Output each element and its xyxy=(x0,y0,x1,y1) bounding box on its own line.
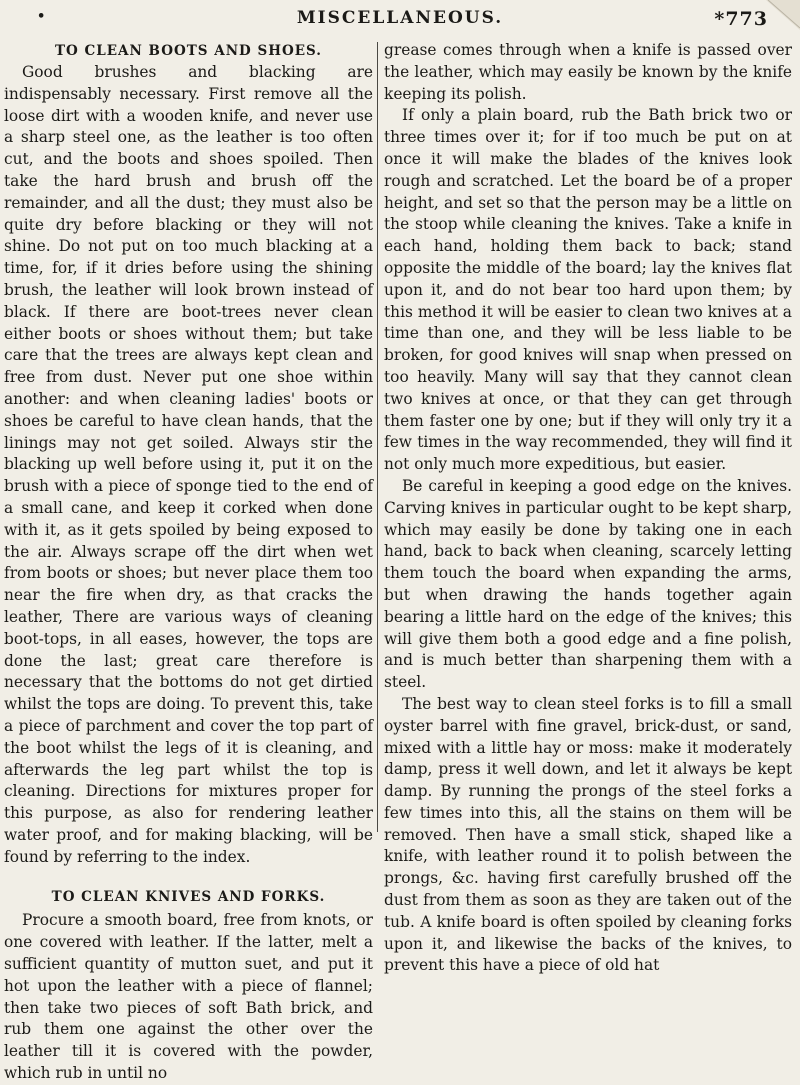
steel-forks-paragraph: The best way to clean steel forks is to fill a small oyster barrel with fine gravel, brick-dust, or sand, mixed with a little hay or moss: make it moderately damp, press it well down, and let it always be kept damp. By running the prongs of the steel forks a few times into this, all the stains on them will be removed. Then have a small stick, shaped like a knife, with leather round it to polish between the prongs, &c. having first carefully brushed off the dust from them as soon as they are taken out of the tub. A knife board is often spoiled by cleaning forks upon it, and likewise the backs of the knives, to prevent this have a piece of old hat xyxy=(384,694,792,975)
ornament-dot: • xyxy=(37,9,46,24)
right-column xyxy=(384,40,792,977)
carving-knives-paragraph: Be careful in keeping a good edge on the knives. Carving knives in particular ought to be kept sharp, which may easily be done by taking one in each hand, back to back when cleaning, scarcely letting them touch the board when expanding the arms, but when drawing the hands together again bearing a little hard on the edge of the knives; this will give them both a good edge and a fine polish, and is much better than sharpening them with a steel. xyxy=(384,476,792,692)
left-column xyxy=(4,40,373,1085)
knives-paragraph: Procure a smooth board, free from knots, or one covered with leather. If the latter, melt a sufficient quantity of mutton suet, and put it hot upon the leather with a piece of flannel; then take two pieces of soft Bath brick, and rub them one against the other over the leather till it is covered with the powder, which rub in until no xyxy=(4,911,373,1083)
page-number: *773 xyxy=(714,8,768,30)
knives-heading: TO CLEAN KNIVES AND FORKS. xyxy=(51,889,326,906)
boots-paragraph: Good brushes and blacking are indispensably necessary. First remove all the loose dirt with a wooden knife, and never use a sharp steel one, as the leather is too often cut, and the boots and shoes spoiled. Then take the hard brush and brush off the remainder, and all the dust; they must also be quite dry before blacking or they will not shine. Do not put on too much blacking at a time, for, if it dries before using the shining brush, the leather will look brown instead of black. If there are boot-trees never clean either boots or shoes without them; but take care that the trees are always kept clean and free from dust. Never put one shoe within another: and when cleaning ladies' boots or shoes be careful to have clean hands, that the linings may not get soiled. Always stir the blacking up well before using it, put it on the brush with a piece of sponge tied to the end of a small cane, and keep it corked when done with it, as it gets spoiled by being exposed to the air. Always scrape off the dirt when wet from boots or shoes; but never place them too near the fire when dry, as that cracks the leather, There are various ways of cleaning boot-tops, in all eases, however, the tops are done the last; great care therefore is necessary that the bottoms do not get dirtied whilst the tops are doing. To prevent this, take a piece of parchment and cover the top part of the boot whilst the legs of it is cleaning, and afterwards the leg part whilst the top is cleaning. Directions for mixtures proper for this purpose, as also for rendering leather water proof, and for making blacking, will be found by referring to the index. xyxy=(4,63,373,866)
boots-heading: TO CLEAN BOOTS AND SHOES. xyxy=(55,43,322,59)
folded-page-corner-icon xyxy=(766,0,800,36)
column-divider xyxy=(377,42,378,832)
running-head xyxy=(0,0,800,36)
plain-board-paragraph: If only a plain board, rub the Bath brick two or three times over it; for if too much be put on at once it will make the blades of the knives look rough and scratched. Let the board be of a proper height, and set so that the person may be a little on the stoop while cleaning the knives. Take a knife in each hand, holding them back to back; stand opposite the middle of the board; lay the knives flat upon it, and do not bear too hard upon them; by this method it will be easier to clean two knives at a time than one, and they will be less liable to be broken, for good knives will snap when pressed on too heavily. Many will say that they cannot clean two knives at once, or that they can get through them faster one by one; but if they will only try it a few times in the way recommended, they will find it not only much more expeditious, but easier. xyxy=(384,106,792,474)
page-title: MISCELLANEOUS. xyxy=(296,8,504,28)
continued-paragraph: grease comes through when a knife is passed over the leather, which may easily be known by the knife keeping its polish. xyxy=(384,41,792,103)
